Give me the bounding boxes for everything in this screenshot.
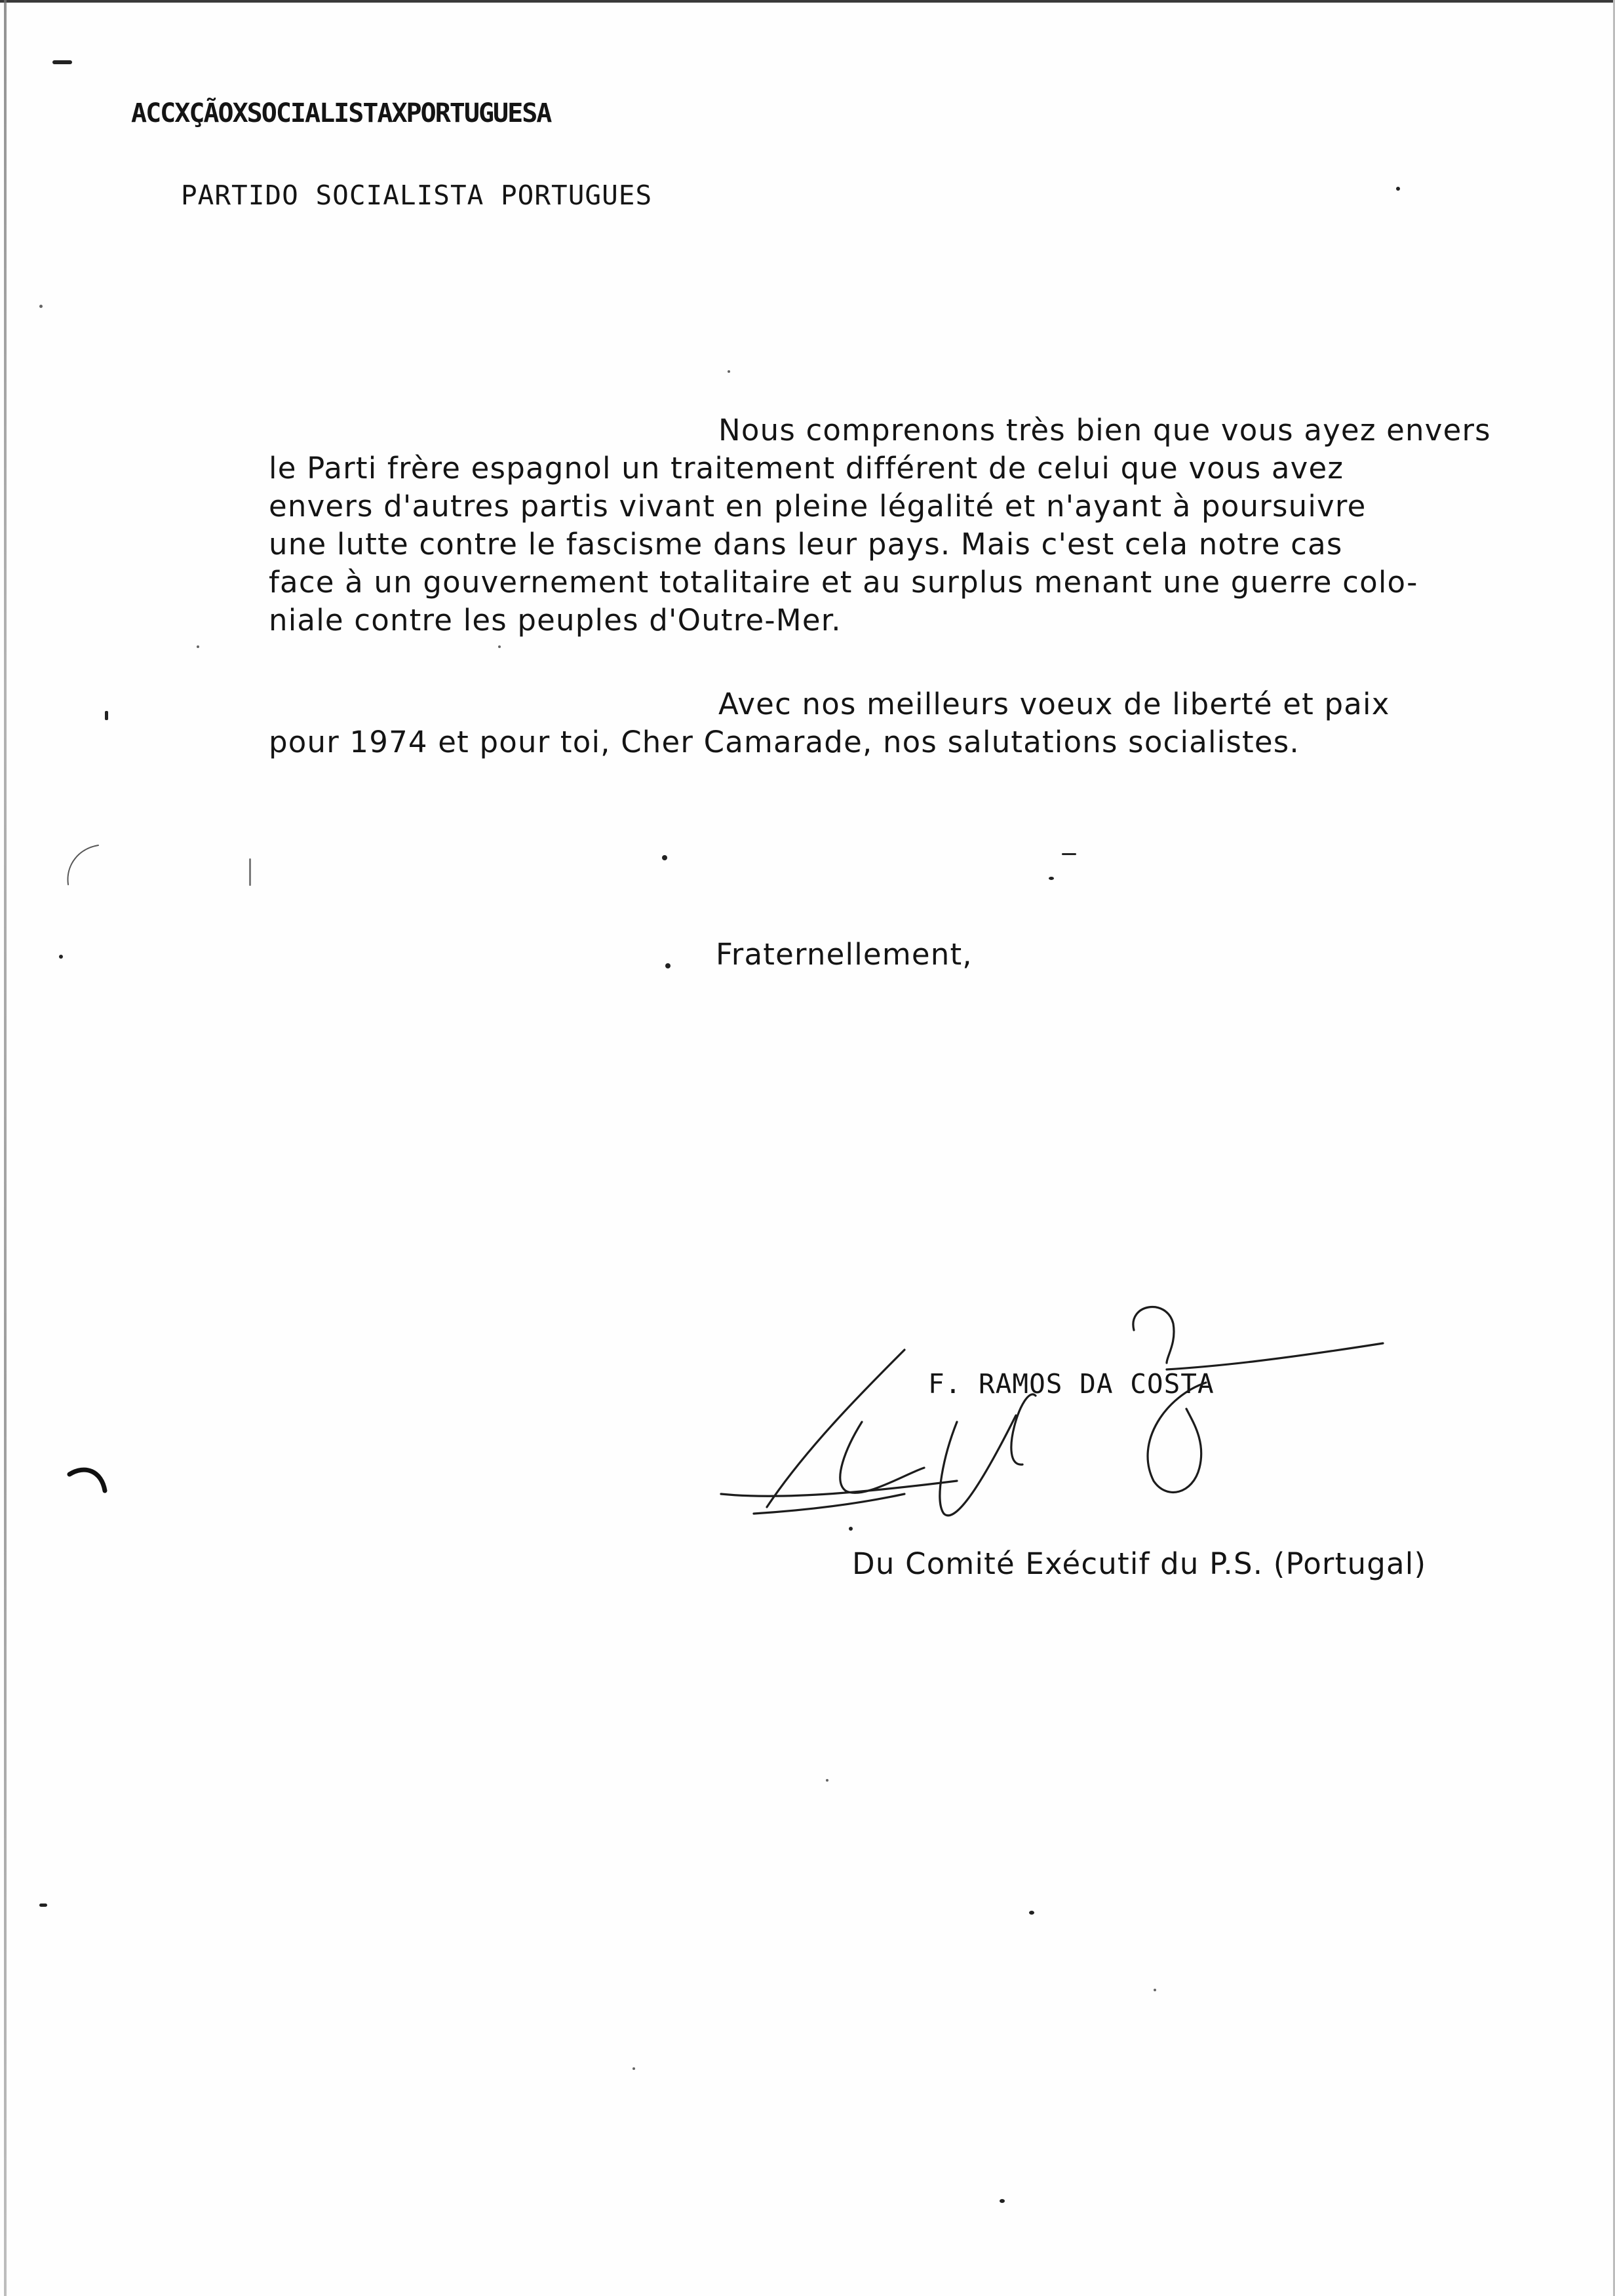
- scan-speck: [849, 1527, 853, 1531]
- scan-speck: [1029, 1911, 1034, 1915]
- scan-speck: [1396, 187, 1400, 191]
- scan-speck: [662, 855, 667, 860]
- handwritten-signature: [708, 1304, 1403, 1553]
- scan-speck: [39, 305, 43, 308]
- struck-heading-text: ACCXÇÃOXSOCIALISTAXPORTUGUESA: [131, 98, 551, 128]
- scan-speck: [1000, 2199, 1005, 2203]
- scan-speck: [105, 711, 108, 720]
- margin-hook-mark: [66, 1461, 111, 1507]
- paragraph-1-line: envers d'autres partis vivant en pleine légalité et n'ayant à poursuivre: [269, 489, 1367, 524]
- scan-speck: [39, 1904, 47, 1907]
- paragraph-2-line: pour 1974 et pour toi, Cher Camarade, nos salutations socialistes.: [269, 725, 1300, 759]
- scan-speck: [52, 60, 72, 64]
- scan-speck: [728, 370, 730, 373]
- body-paragraph-2: [269, 685, 1390, 761]
- struck-out-heading: [131, 98, 551, 128]
- scan-speck: [665, 963, 671, 968]
- paragraph-1-line: une lutte contre le fascisme dans leur pays. Mais c'est cela notre cas: [269, 527, 1343, 562]
- body-paragraph-1: [269, 411, 1491, 640]
- scan-speck: [1154, 1989, 1156, 1991]
- scan-speck: [632, 2067, 635, 2070]
- paragraph-1-line: le Parti frère espagnol un traitement différent de celui que vous avez: [269, 451, 1344, 486]
- scan-edge-left: [4, 0, 7, 2296]
- closing-salutation: Fraternellement,: [716, 937, 973, 972]
- scan-speck: [59, 955, 63, 959]
- signatory-name: F. RAMOS DA COSTA: [928, 1368, 1215, 1400]
- scan-edge-top: [0, 0, 1615, 3]
- scan-speck: [1062, 853, 1076, 855]
- party-name-heading: PARTIDO SOCIALISTA PORTUGUES: [181, 180, 653, 211]
- scan-speck: [1049, 877, 1054, 880]
- paragraph-1-line: niale contre les peuples d'Outre-Mer.: [269, 603, 842, 638]
- paragraph-2-line: Avec nos meilleurs voeux de liberté et paix: [718, 687, 1390, 721]
- paragraph-1-line: face à un gouvernement totalitaire et au surplus menant une guerre colo-: [269, 565, 1418, 600]
- scan-speck: [826, 1779, 828, 1782]
- margin-arc-mark: [59, 839, 105, 891]
- scan-speck: [197, 645, 199, 648]
- paragraph-1-line: Nous comprenons très bien que vous ayez envers: [718, 413, 1491, 448]
- scan-speck: [498, 645, 501, 648]
- scan-speck: [249, 858, 251, 886]
- signatory-role: Du Comité Exécutif du P.S. (Portugal): [852, 1546, 1427, 1581]
